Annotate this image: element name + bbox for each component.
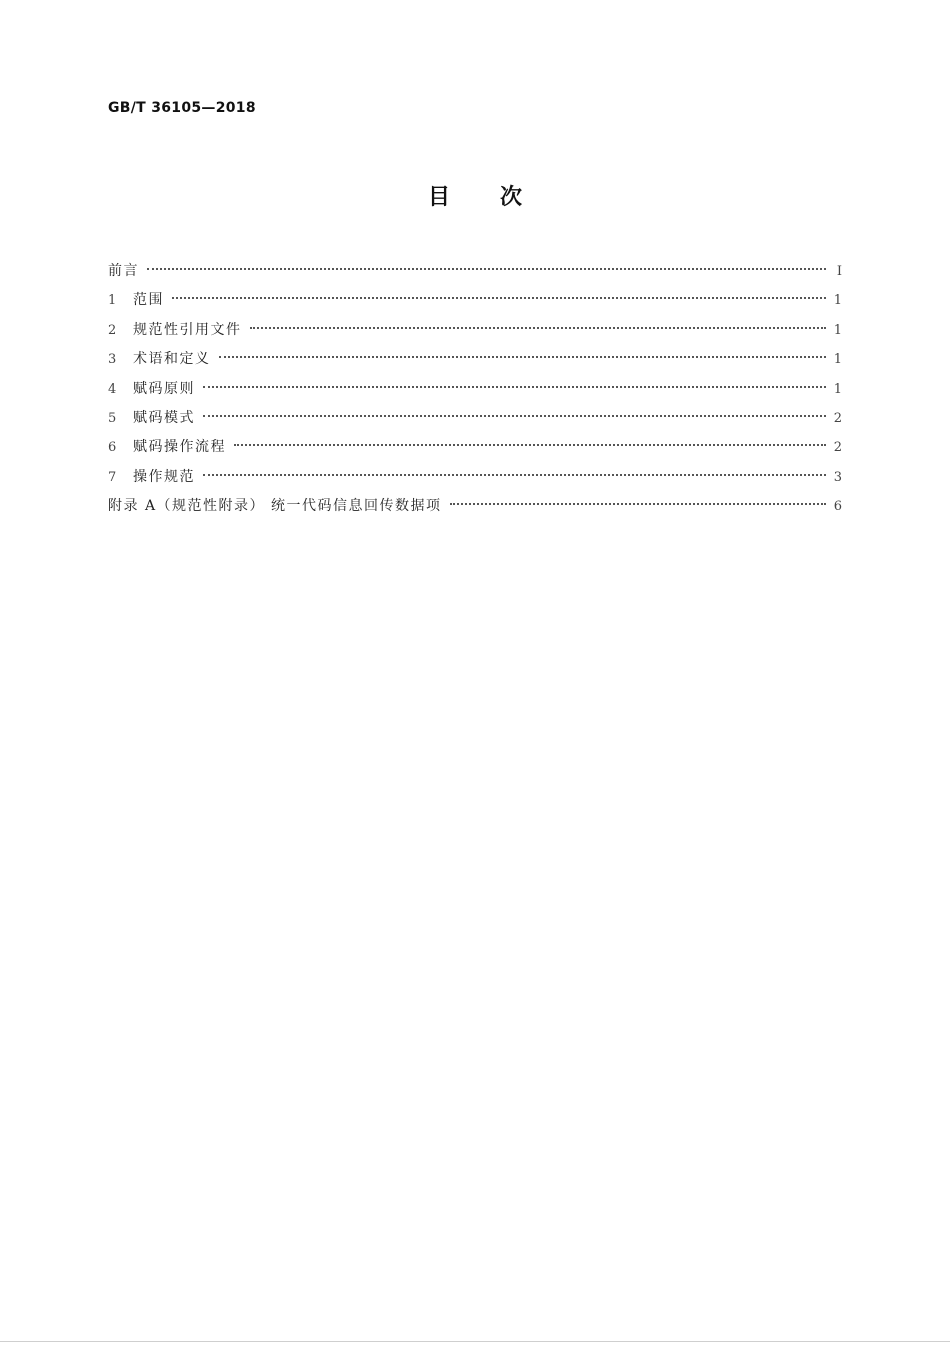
toc-leader-dots (250, 327, 827, 329)
toc-entry-label: 赋码原则 (133, 380, 195, 397)
toc-entry-label: 附录 A（规范性附录） 统一代码信息回传数据项 (108, 498, 442, 515)
toc-entry-label: 前言 (108, 263, 139, 279)
toc-entry-page: 6 (833, 499, 842, 515)
title-part-2: 次 (500, 185, 523, 210)
page-title (0, 180, 950, 211)
toc-entry-label: 范围 (133, 292, 164, 309)
toc-entry-number: 4 (108, 381, 117, 397)
toc-leader-dots (147, 268, 826, 270)
toc-leader-dots (450, 503, 826, 505)
toc-entry-2[interactable] (108, 318, 842, 347)
toc-entry-page: 2 (833, 440, 842, 456)
toc-entry-5[interactable] (108, 406, 842, 435)
toc-entry-label: 操作规范 (133, 468, 195, 485)
toc-entry-4[interactable] (108, 377, 842, 406)
toc-entry-page: 2 (833, 410, 842, 426)
toc-entry-label: 赋码操作流程 (133, 439, 226, 456)
toc-leader-dots (234, 444, 826, 446)
toc-leader-dots (172, 297, 826, 299)
title-part-1: 目 (427, 185, 450, 210)
toc-entry-number: 3 (108, 352, 117, 368)
toc-entry-label: 赋码模式 (133, 409, 195, 426)
toc-entry-number: 2 (108, 322, 117, 338)
toc-entry-number: 5 (108, 410, 117, 426)
toc-entry-3[interactable] (108, 347, 842, 376)
toc-entry-number: 1 (108, 293, 117, 309)
toc-entry-number: 7 (108, 469, 117, 485)
toc-entry-6[interactable] (108, 435, 842, 464)
toc-entry-foreword[interactable] (108, 259, 842, 288)
toc-entry-label: 规范性引用文件 (133, 321, 242, 338)
toc-entry-appendix-a[interactable] (108, 494, 842, 523)
toc-leader-dots (203, 415, 826, 417)
toc-leader-dots (219, 356, 827, 358)
table-of-contents (108, 259, 842, 524)
toc-entry-page: 1 (833, 381, 842, 397)
toc-entry-page: Ⅰ (836, 264, 842, 279)
toc-entry-page: 1 (833, 293, 842, 309)
toc-entry-page: 1 (833, 322, 842, 338)
toc-entry-page: 1 (833, 352, 842, 368)
toc-leader-dots (203, 474, 826, 476)
standard-code: GB/T 36105—2018 (108, 100, 256, 116)
page-bottom-divider (0, 1341, 950, 1342)
toc-leader-dots (203, 386, 826, 388)
toc-entry-page: 3 (833, 469, 842, 485)
toc-entry-label: 术语和定义 (133, 351, 211, 368)
toc-entry-number: 6 (108, 440, 117, 456)
toc-entry-7[interactable] (108, 465, 842, 494)
toc-entry-1[interactable] (108, 288, 842, 317)
